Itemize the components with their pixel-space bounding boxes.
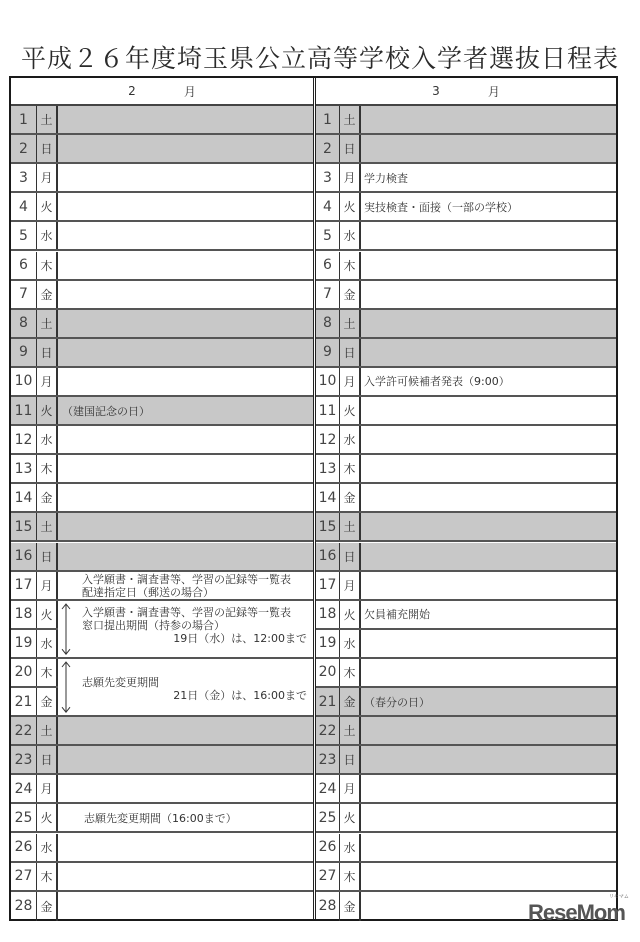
weekday: 月	[37, 775, 58, 802]
weekday: 水	[37, 834, 58, 861]
weekday: 木	[340, 659, 361, 686]
day-number: 23	[316, 746, 340, 773]
table-row	[316, 513, 616, 542]
weekday: 水	[37, 426, 58, 453]
event-cell	[361, 543, 616, 570]
weekday: 水	[340, 426, 361, 453]
day-number: 22	[11, 717, 37, 744]
event-cell	[361, 775, 616, 802]
day-number: 28	[316, 892, 340, 921]
event-text-line: 志願先変更期間	[82, 675, 159, 689]
weekday: 土	[37, 513, 58, 540]
day-number: 12	[11, 426, 37, 453]
event-cell	[361, 513, 616, 540]
day-number: 9	[316, 339, 340, 366]
day-number: 2	[316, 135, 340, 162]
event-cell	[58, 455, 313, 482]
table-row	[11, 339, 313, 368]
event-cell	[58, 892, 313, 921]
weekday: 木	[340, 863, 361, 890]
month-label: 月	[183, 84, 196, 99]
day-number: 18	[316, 601, 340, 628]
event-cell	[361, 804, 616, 831]
day-number: 17	[316, 572, 340, 599]
table-row	[11, 804, 313, 833]
table-row	[316, 688, 616, 717]
table-row	[316, 455, 616, 484]
event-cell: （建国記念の日）	[58, 397, 313, 424]
table-row	[316, 368, 616, 397]
weekday: 日	[340, 746, 361, 773]
month-label: 月	[487, 84, 500, 99]
event-text-line: 入学願書・調査書等、学習の記録等一覧表	[82, 572, 291, 586]
day-number: 12	[316, 426, 340, 453]
weekday: 日	[37, 135, 58, 162]
resemom-logo: ReseMom リセマム	[528, 894, 629, 925]
event-cell	[58, 834, 313, 861]
weekday: 日	[340, 339, 361, 366]
event-cell	[58, 863, 313, 890]
event-cell	[58, 746, 313, 773]
event-cell	[361, 339, 616, 366]
weekday: 日	[37, 339, 58, 366]
day-number: 27	[316, 863, 340, 890]
day-number: 15	[316, 513, 340, 540]
day-number: 6	[11, 252, 37, 279]
table-row	[11, 106, 313, 135]
table-row	[316, 630, 616, 659]
event-cell	[361, 106, 616, 133]
weekday: 水	[340, 630, 361, 657]
table-row	[11, 513, 313, 542]
event-cell	[58, 368, 313, 395]
weekday: 月	[37, 572, 58, 599]
weekday: 水	[37, 222, 58, 249]
event-cell	[58, 339, 313, 366]
table-row	[11, 281, 313, 310]
weekday: 木	[37, 863, 58, 890]
event-cell	[58, 252, 313, 279]
event-cell	[361, 484, 616, 511]
weekday: 金	[340, 281, 361, 308]
event-window-submission	[58, 601, 313, 657]
table-row	[316, 717, 616, 746]
event-cell: 実技検査・面接（一部の学校）	[364, 200, 518, 214]
day-number: 9	[11, 339, 37, 366]
day-number: 15	[11, 513, 37, 540]
day-number: 25	[11, 804, 37, 831]
day-number: 5	[316, 222, 340, 249]
weekday: 火	[37, 601, 58, 628]
day-number: 10	[11, 368, 37, 395]
weekday: 金	[340, 484, 361, 511]
event-cell	[361, 630, 616, 657]
weekday: 月	[37, 368, 58, 395]
event-cell	[361, 281, 616, 308]
table-row	[11, 426, 313, 455]
event-cell	[361, 746, 616, 773]
weekday: 日	[37, 746, 58, 773]
weekday: 金	[37, 484, 58, 511]
event-cell	[361, 717, 616, 744]
weekday: 土	[340, 717, 361, 744]
event-text-line: 入学願書・調査書等、学習の記録等一覧表	[82, 605, 291, 619]
february-header	[11, 78, 313, 106]
event-cell: 志願先変更期間（16:00まで）	[62, 811, 237, 825]
table-row	[316, 135, 616, 164]
event-cell: 欠員補充開始	[364, 608, 430, 622]
weekday: 木	[340, 455, 361, 482]
table-row	[316, 339, 616, 368]
day-number: 21	[11, 688, 37, 715]
table-row	[316, 746, 616, 775]
weekday: 火	[37, 804, 58, 831]
table-row	[316, 252, 616, 281]
march-column	[316, 78, 616, 919]
table-row	[316, 106, 616, 135]
table-row	[11, 775, 313, 804]
day-number: 11	[11, 397, 37, 424]
event-cell	[361, 659, 616, 686]
march-header	[316, 78, 616, 106]
weekday: 土	[340, 310, 361, 337]
event-mail-delivery	[58, 572, 313, 599]
day-number: 13	[316, 455, 340, 482]
day-number: 20	[11, 659, 37, 686]
event-text-line: 19日（水）は、12:00まで	[173, 631, 307, 645]
page-title: 平成２６年度埼玉県公立高等学校入学者選抜日程表	[20, 44, 619, 73]
table-row	[316, 863, 616, 892]
table-row	[316, 543, 616, 572]
event-cell	[58, 222, 313, 249]
event-cell	[58, 281, 313, 308]
day-number: 24	[316, 775, 340, 802]
period-arrow-icon	[61, 603, 71, 655]
weekday: 水	[340, 222, 361, 249]
day-number: 23	[11, 746, 37, 773]
table-row	[316, 804, 616, 833]
weekday: 金	[340, 688, 361, 715]
day-number: 1	[316, 106, 340, 133]
day-number: 3	[316, 164, 340, 191]
weekday: 土	[37, 310, 58, 337]
event-cell	[58, 135, 313, 162]
table-row	[11, 892, 313, 921]
day-number: 17	[11, 572, 37, 599]
table-row	[11, 135, 313, 164]
table-row	[316, 281, 616, 310]
weekday: 火	[37, 397, 58, 424]
day-number: 6	[316, 252, 340, 279]
event-cell	[361, 572, 616, 599]
day-number: 8	[11, 310, 37, 337]
weekday: 金	[37, 892, 58, 921]
weekday: 火	[340, 601, 361, 628]
weekday: 土	[37, 106, 58, 133]
event-cell	[58, 484, 313, 511]
table-row	[316, 397, 616, 426]
day-number: 10	[316, 368, 340, 395]
day-number: 24	[11, 775, 37, 802]
table-row	[11, 222, 313, 251]
event-cell	[361, 397, 616, 424]
weekday: 火	[37, 193, 58, 220]
weekday: 月	[340, 164, 361, 191]
day-number: 4	[316, 193, 340, 220]
day-number: 22	[316, 717, 340, 744]
day-number: 13	[11, 455, 37, 482]
event-cell	[361, 863, 616, 890]
event-cell	[361, 834, 616, 861]
event-cell	[361, 426, 616, 453]
event-cell	[361, 222, 616, 249]
event-cell	[58, 106, 313, 133]
day-number: 4	[11, 193, 37, 220]
event-cell: 入学許可候補者発表（9:00）	[364, 375, 510, 389]
table-row	[11, 397, 313, 426]
table-row	[11, 252, 313, 281]
day-number: 3	[11, 164, 37, 191]
period-arrow-icon	[61, 661, 71, 713]
event-cell	[58, 717, 313, 744]
day-number: 19	[316, 630, 340, 657]
table-row	[316, 834, 616, 863]
event-cell	[58, 310, 313, 337]
weekday: 土	[37, 717, 58, 744]
event-text-line: 窓口提出期間（持参の場合）	[82, 618, 225, 632]
table-row	[11, 863, 313, 892]
weekday: 火	[340, 193, 361, 220]
weekday: 金	[37, 281, 58, 308]
event-text-line: 21日（金）は、16:00まで	[173, 688, 307, 702]
day-number: 5	[11, 222, 37, 249]
event-cell	[361, 310, 616, 337]
table-row	[11, 717, 313, 746]
table-row	[316, 775, 616, 804]
event-cell	[58, 426, 313, 453]
day-number: 1	[11, 106, 37, 133]
table-row	[11, 368, 313, 397]
weekday: 月	[37, 164, 58, 191]
table-row	[11, 164, 313, 193]
day-number: 18	[11, 601, 37, 628]
table-row	[11, 834, 313, 863]
day-number: 11	[316, 397, 340, 424]
weekday: 土	[340, 106, 361, 133]
day-number: 27	[11, 863, 37, 890]
day-number: 25	[316, 804, 340, 831]
table-row	[11, 193, 313, 222]
weekday: 日	[37, 543, 58, 570]
day-number: 7	[316, 281, 340, 308]
month-number: 3	[432, 84, 440, 98]
table-row	[316, 222, 616, 251]
event-cell: （春分の日）	[361, 688, 616, 715]
day-number: 21	[316, 688, 340, 715]
schedule-table	[9, 76, 618, 921]
weekday: 木	[37, 252, 58, 279]
day-number: 19	[11, 630, 37, 657]
event-cell	[58, 513, 313, 540]
table-row	[316, 484, 616, 513]
event-cell	[58, 164, 313, 191]
event-text-line: 配達指定日（郵送の場合）	[82, 585, 214, 599]
table-row	[316, 193, 616, 222]
day-number: 8	[316, 310, 340, 337]
day-number: 28	[11, 892, 37, 921]
weekday: 火	[340, 397, 361, 424]
event-cell	[361, 455, 616, 482]
weekday: 木	[37, 455, 58, 482]
table-row	[316, 310, 616, 339]
table-row	[316, 426, 616, 455]
day-number: 16	[316, 543, 340, 570]
weekday: 日	[340, 543, 361, 570]
weekday: 水	[340, 834, 361, 861]
event-change-period	[58, 659, 313, 715]
weekday: 水	[37, 630, 58, 657]
event-cell	[361, 252, 616, 279]
weekday: 月	[340, 572, 361, 599]
event-cell	[58, 775, 313, 802]
weekday: 金	[37, 688, 58, 715]
event-cell: 学力検査	[364, 171, 408, 185]
day-number: 26	[316, 834, 340, 861]
table-row	[316, 659, 616, 688]
table-row	[316, 164, 616, 193]
table-row	[11, 746, 313, 775]
event-cell	[361, 135, 616, 162]
weekday: 土	[340, 513, 361, 540]
weekday: 木	[340, 252, 361, 279]
event-cell	[58, 193, 313, 220]
day-number: 14	[11, 484, 37, 511]
day-number: 7	[11, 281, 37, 308]
weekday: 火	[340, 804, 361, 831]
weekday: 日	[340, 135, 361, 162]
day-number: 14	[316, 484, 340, 511]
event-cell	[58, 543, 313, 570]
day-number: 16	[11, 543, 37, 570]
february-column	[11, 78, 313, 919]
table-row	[11, 310, 313, 339]
weekday: 月	[340, 368, 361, 395]
table-row	[11, 484, 313, 513]
month-number: 2	[128, 84, 136, 98]
weekday: 金	[340, 892, 361, 921]
day-number: 2	[11, 135, 37, 162]
table-row	[11, 543, 313, 572]
day-number: 20	[316, 659, 340, 686]
weekday: 月	[340, 775, 361, 802]
day-number: 26	[11, 834, 37, 861]
table-row	[316, 572, 616, 601]
table-row	[316, 601, 616, 630]
weekday: 木	[37, 659, 58, 686]
table-row	[11, 455, 313, 484]
